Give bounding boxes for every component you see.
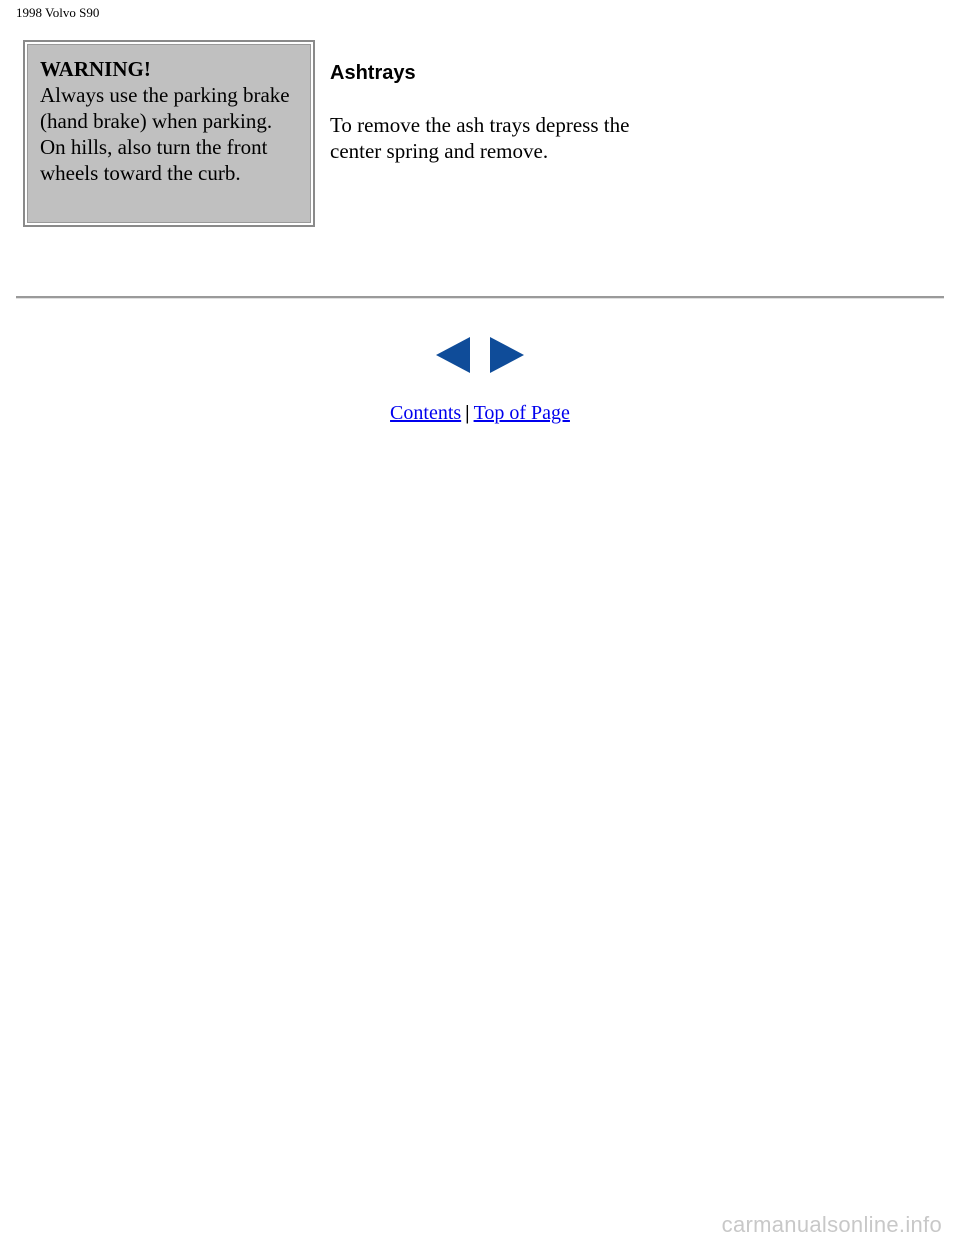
prev-arrow-shape [436,337,470,373]
nav-arrows [436,337,526,373]
footer-links [0,400,960,426]
section-title: Ashtrays [330,62,416,84]
watermark: carmanualsonline.info [721,1212,942,1237]
contents-link[interactable]: Contents [390,402,462,424]
top-of-page-link[interactable]: Top of Page [473,402,570,424]
next-arrow-shape [490,337,524,373]
warning-title: WARNING! [40,57,151,81]
warning-text: Always use the parking brake (hand brake) when parking. On hills, also turn the front wheels toward the curb. [40,83,290,185]
warning-box [23,40,315,227]
section-body: To remove the ash trays depress the center spring and remove. [330,113,630,163]
divider [16,296,944,299]
warning-inner [27,44,311,223]
left-triangle-arrow-icon[interactable] [436,337,470,373]
document-header: 1998 Volvo S90 [16,5,100,20]
right-triangle-arrow-icon[interactable] [490,337,524,373]
footer-separator: | [465,402,470,424]
